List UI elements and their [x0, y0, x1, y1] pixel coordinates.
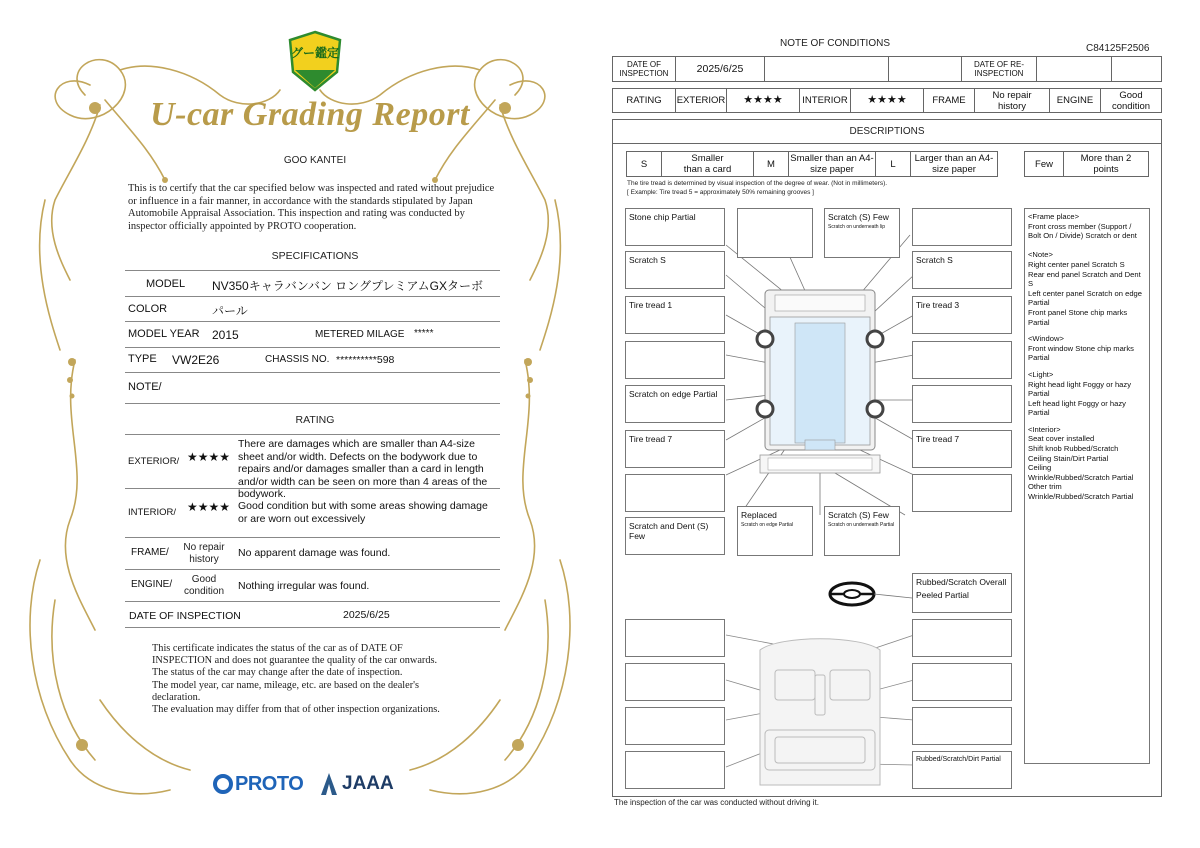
note-line: Wrinkle/Rubbed/Scratch Partial [1028, 472, 1134, 482]
callout-text: Tire tread 7 [916, 434, 960, 444]
rating-label: RATING [612, 88, 676, 113]
note-line: Left head light Foggy or hazy Partial [1028, 398, 1126, 418]
callout-subtext: Scratch on underneath Partial [828, 522, 895, 528]
note-line: Seat cover installed [1028, 434, 1095, 444]
frame-value: No repair history [183, 542, 225, 565]
certificate-footer [152, 643, 492, 716]
callout-blank [912, 663, 1012, 701]
date-of-reinspection-label: DATE OF RE-INSPECTION [961, 56, 1037, 82]
descriptions-heading: DESCRIPTIONS [849, 126, 925, 137]
note-line: Rear end panel Scratch and Dent S [1028, 269, 1141, 289]
divider [125, 296, 500, 297]
callout-text: Tire tread 3 [916, 300, 960, 310]
callout-scratch-edge [625, 385, 725, 423]
callout-blank [912, 707, 1012, 745]
date-blank [888, 56, 962, 82]
note-line: <Interior> [1028, 424, 1061, 434]
model-value: NV350キャラバンバン ロングプレミアムGXターボ [212, 279, 483, 293]
legend-l: L [875, 151, 911, 177]
footer-line: The status of the car may change after the date of inspection. [152, 667, 403, 679]
frame-label: FRAME/ [131, 547, 169, 558]
divider [125, 627, 500, 628]
note-line: <Light> [1028, 369, 1054, 379]
chassis-value: **********598 [336, 354, 395, 366]
callout-text: Peeled Partial [916, 590, 969, 600]
condition-notes [1024, 208, 1150, 764]
sheet-footer: The inspection of the car was conducted without driving it. [614, 798, 819, 807]
callout-blank [912, 619, 1012, 657]
callout-text: Scratch (S) Few [828, 212, 889, 222]
engine-label: ENGINE/ [131, 579, 173, 590]
model-year-label: MODEL YEAR [128, 328, 200, 340]
exterior-label: EXTERIOR [675, 88, 727, 113]
note-line: Front cross member (Support / Bolt On / Divide) Scratch or dent [1028, 221, 1137, 241]
certificate-subtitle: GOO KANTEI [283, 155, 347, 166]
steering-wheel-icon [826, 580, 914, 610]
callout-steering [912, 573, 1012, 613]
jaaa-logo [320, 771, 394, 797]
callout-scratch-s-right [912, 251, 1012, 289]
note-line: Front window Stone chip marks Partial [1028, 343, 1134, 363]
exterior-stars: ★★★★ [726, 88, 800, 113]
badge-label: グー鑑定 [290, 46, 339, 60]
rating-heading: RATING [295, 414, 335, 426]
note-label: NOTE/ [128, 381, 162, 393]
note-line: <Frame place> [1028, 212, 1080, 221]
note-spacer [1028, 363, 1146, 370]
divider [125, 372, 500, 373]
callout-blank [912, 474, 1012, 512]
legend-s-desc: Smaller than a card [661, 151, 754, 177]
jaaa-logo-text: JAAA [342, 773, 394, 794]
exterior-label: EXTERIOR/ [128, 456, 180, 467]
divider [125, 569, 500, 570]
proto-logo-icon [213, 774, 233, 794]
note-line: Front panel Stone chip marks Partial [1028, 307, 1128, 327]
jaaa-logo-icon [320, 772, 338, 796]
callout-blank [625, 707, 725, 745]
note-spacer [1028, 327, 1146, 334]
type-value: VW2E26 [172, 353, 220, 367]
divider [125, 488, 500, 489]
callout-text: Scratch on edge Partial [629, 389, 718, 399]
footer-line: The evaluation may differ from that of other inspection organizations. [152, 704, 440, 716]
callout-blank [625, 663, 725, 701]
footer-line: This certificate indicates the status of the car as of DATE OF [152, 643, 403, 654]
metered-milage-value: ***** [414, 328, 434, 339]
note-line: Other trim [1028, 482, 1062, 492]
date-of-inspection-label: DATE OF INSPECTION [129, 610, 241, 622]
interior-description: Good condition but with some areas showing damage or are worn out excessively [238, 500, 488, 525]
divider [125, 270, 500, 271]
note-line: Left center panel Scratch on edge Partial [1028, 288, 1142, 308]
callout-scratch-few-bottom [824, 506, 900, 556]
footer-line: declaration. [152, 691, 201, 703]
callout-blank [625, 341, 725, 379]
note-line: Shift knob Rubbed/Scratch [1028, 444, 1119, 454]
callout-text: Scratch and Dent (S) Few [629, 521, 709, 541]
callout-tire-tread-1 [625, 296, 725, 334]
exterior-stars: ★★★★ [187, 450, 231, 464]
engine-value: Good condition [183, 574, 225, 597]
callout-text: Rubbed/Scratch/Dirt Partial [916, 756, 1001, 763]
model-year-value: 2015 [212, 328, 239, 342]
frame-label: FRAME [923, 88, 975, 113]
note-spacer [1028, 418, 1146, 425]
callout-text: Replaced [741, 510, 777, 520]
divider [125, 321, 500, 322]
model-label: MODEL [146, 278, 186, 290]
metered-milage-label: METERED MILAGE [315, 329, 405, 340]
divider [125, 347, 500, 348]
callout-stone-chip [625, 208, 725, 246]
legend-few-desc: More than 2 points [1063, 151, 1149, 177]
footer-line: INSPECTION and does not guarantee the quality of the car onwards. [152, 655, 438, 667]
callout-seat-rear [912, 751, 1012, 789]
legend-l-desc: Larger than an A4-size paper [910, 151, 998, 177]
callout-blank [912, 385, 1012, 423]
date-blank [764, 56, 889, 82]
date-of-inspection-value: 2025/6/25 [675, 56, 765, 82]
sheet-title: NOTE OF CONDITIONS [780, 38, 890, 49]
interior-stars: ★★★★ [187, 500, 231, 514]
callout-text: Scratch S [916, 255, 953, 265]
callout-subtext: Scratch on underneath lip [828, 224, 885, 230]
proto-logo [213, 771, 303, 797]
interior-label: INTERIOR [799, 88, 851, 113]
frame-description: No apparent damage was found. [238, 547, 391, 559]
callout-scratch-few-top [824, 208, 900, 258]
note-line: Wrinkle/Rubbed/Scratch Partial [1028, 492, 1134, 502]
callout-blank [912, 208, 1012, 246]
divider [125, 403, 500, 404]
note-line: <Window> [1028, 334, 1064, 344]
color-value: パール [212, 304, 248, 318]
specifications-heading: SPECIFICATIONS [271, 250, 359, 262]
legend-m: M [753, 151, 789, 177]
callout-tire-tread-7-right [912, 430, 1012, 468]
chassis-label: CHASSIS NO. [265, 354, 330, 365]
note-line: Ceiling Stain/Dirt Partial [1028, 453, 1109, 463]
certificate-title: U-car Grading Report [150, 96, 470, 133]
callout-text: Stone chip Partial [629, 212, 696, 222]
divider [125, 537, 500, 538]
divider [125, 601, 500, 602]
note-line: Right head light Foggy or hazy Partial [1028, 379, 1131, 399]
goo-kantei-badge [287, 30, 343, 92]
legend-m-desc: Smaller than an A4-size paper [788, 151, 876, 177]
callout-text: Tire tread 1 [629, 300, 673, 310]
footer-line: The model year, car name, mileage, etc. are based on the dealer's [152, 679, 420, 691]
reinspection-value [1036, 56, 1112, 82]
interior-label: INTERIOR/ [128, 507, 177, 518]
callout-text: Rubbed/Scratch Overall [916, 577, 1007, 587]
callout-scratch-dent [625, 517, 725, 555]
callout-replaced [737, 506, 813, 556]
callout-blank [912, 341, 1012, 379]
divider [125, 434, 500, 435]
callout-tire-tread-7-left [625, 430, 725, 468]
tread-note-2: [ Example: Tire tread 5 = approximately 50% remaining grooves ] [627, 189, 814, 196]
type-label: TYPE [128, 353, 157, 365]
certificate-intro: This is to certify that the car specified below was inspected and rated without prejudice or influence in a fair manner, in accordance with the standards stipulated by Japan Automobile Appraisal Association. This inspection and rating was conducted by inspector officially appointed by PROTO cooperation. [128, 183, 495, 232]
interior-top-view-diagram [720, 615, 920, 795]
callout-blank [737, 208, 813, 258]
color-label: COLOR [128, 303, 168, 315]
engine-value: Good condition [1100, 88, 1162, 113]
note-line: Right center panel Scratch S [1028, 259, 1125, 269]
legend-s: S [626, 151, 662, 177]
tread-note-1: The tire tread is determined by visual inspection of the degree of wear. (Not in millimeters). [627, 180, 888, 187]
engine-label: ENGINE [1049, 88, 1101, 113]
callout-text: Tire tread 7 [629, 434, 673, 444]
note-line [1028, 241, 1146, 251]
frame-value: No repair history [974, 88, 1050, 113]
callout-subtext: Scratch on edge Partial [741, 522, 793, 528]
callout-blank [625, 474, 725, 512]
date-of-inspection-value: 2025/6/25 [343, 609, 390, 621]
interior-stars: ★★★★ [850, 88, 924, 113]
callout-scratch-s-left [625, 251, 725, 289]
callout-blank [625, 619, 725, 657]
callout-text: Scratch S [629, 255, 666, 265]
proto-logo-text: PROTO [235, 772, 304, 795]
exterior-description: There are damages which are smaller than A4-size sheet and/or width. Defects on the bodywork due to repairs and/or damages smaller than a card in length and/or width can be seen on more than 4 areas of the bodywork. [238, 438, 488, 500]
note-line: <Note> [1028, 250, 1053, 260]
callout-tire-tread-3 [912, 296, 1012, 334]
note-of-conditions-sheet [600, 0, 1200, 848]
legend-few: Few [1024, 151, 1064, 177]
callout-blank [625, 751, 725, 789]
engine-description: Nothing irregular was found. [238, 580, 370, 592]
divider [612, 143, 1162, 144]
sheet-code: C84125F2506 [1086, 43, 1150, 54]
date-of-inspection-label: DATE OF INSPECTION [612, 56, 676, 82]
callout-text: Scratch (S) Few [828, 510, 889, 520]
note-line: Ceiling [1028, 463, 1052, 473]
